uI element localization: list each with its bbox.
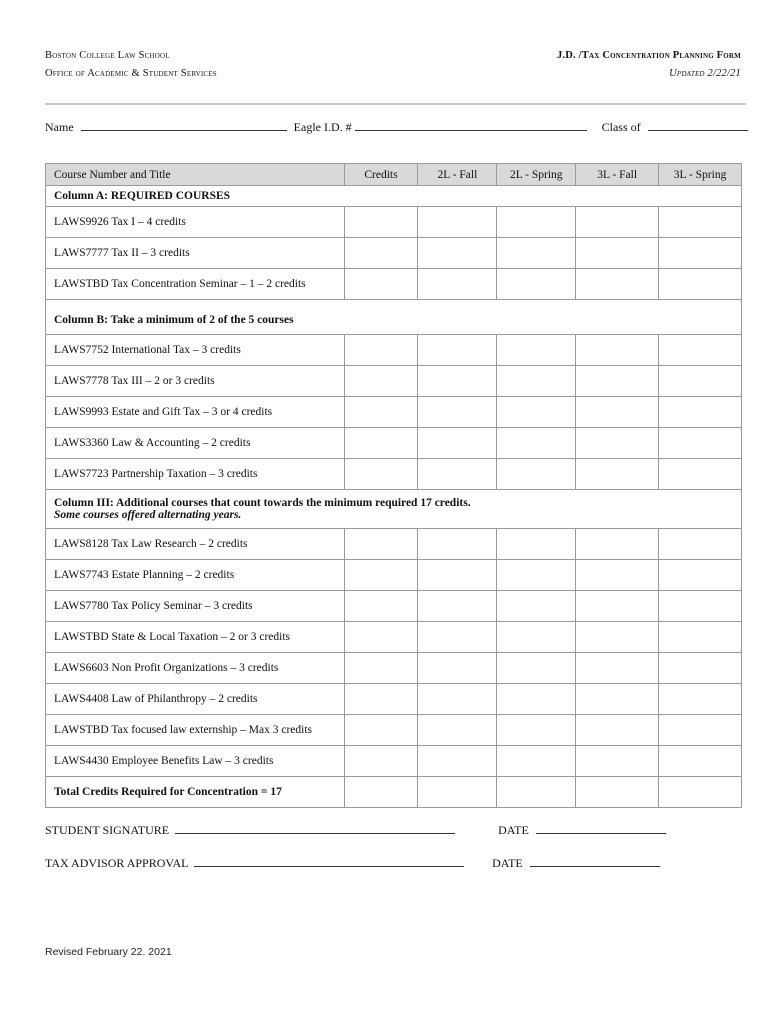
2l-spring-cell[interactable] — [497, 653, 576, 684]
course-name: LAWS7743 Estate Planning – 2 credits — [46, 560, 345, 591]
2l-fall-cell[interactable] — [418, 622, 497, 653]
table-row — [46, 428, 742, 459]
section-c-heading: Column III: Additional courses that count towards the minimum required 17 credits. — [54, 497, 471, 509]
credits-cell[interactable] — [344, 207, 418, 238]
advisor-date-field[interactable] — [530, 856, 660, 867]
2l-spring-cell[interactable] — [497, 529, 576, 560]
school-name: Boston College Law School — [45, 50, 170, 61]
student-date-field[interactable] — [536, 823, 666, 834]
total-row — [46, 777, 742, 808]
form-updated: Updated 2/22/21 — [669, 68, 741, 79]
credits-cell[interactable] — [344, 746, 418, 777]
3l-spring-cell[interactable] — [659, 529, 742, 560]
3l-spring-cell[interactable] — [659, 684, 742, 715]
table-header-row — [46, 164, 742, 186]
office-name: Office of Academic & Student Services — [45, 68, 217, 79]
revision-note: Revised February 22. 2021 — [45, 946, 172, 958]
2l-fall-cell[interactable] — [418, 591, 497, 622]
table-row — [46, 715, 742, 746]
2l-fall-cell[interactable] — [418, 335, 497, 366]
credits-cell[interactable] — [344, 459, 418, 490]
student-date-label: DATE — [498, 823, 529, 837]
3l-spring-cell[interactable] — [659, 715, 742, 746]
2l-spring-cell[interactable] — [497, 560, 576, 591]
course-name: LAWS3360 Law & Accounting – 2 credits — [46, 428, 345, 459]
eagle-id-label: Eagle I.D. # — [293, 120, 352, 134]
3l-spring-cell[interactable] — [659, 428, 742, 459]
table-row — [46, 269, 742, 300]
3l-fall-cell[interactable] — [576, 335, 659, 366]
credits-cell[interactable] — [344, 622, 418, 653]
section-c-title — [46, 490, 742, 529]
2l-spring-cell[interactable] — [497, 397, 576, 428]
2l-fall-cell[interactable] — [418, 653, 497, 684]
table-row — [46, 366, 742, 397]
class-of-label: Class of — [601, 120, 641, 134]
3l-spring-cell[interactable] — [659, 746, 742, 777]
2l-fall-cell[interactable] — [418, 428, 497, 459]
credits-cell[interactable] — [344, 653, 418, 684]
2l-fall-cell[interactable] — [418, 746, 497, 777]
table-row — [46, 335, 742, 366]
advisor-approval-row — [45, 856, 660, 871]
section-row — [46, 490, 742, 529]
2l-fall-cell[interactable] — [418, 397, 497, 428]
course-name: LAWSTBD Tax Concentration Seminar – 1 – 2 credits — [46, 269, 345, 300]
course-name: LAWS9926 Tax I – 4 credits — [46, 207, 345, 238]
header-divider — [45, 103, 746, 105]
table-row — [46, 684, 742, 715]
name-label: Name — [45, 120, 74, 134]
section-b-title: Column B: Take a minimum of 2 of the 5 courses — [46, 300, 742, 335]
credits-cell[interactable] — [344, 591, 418, 622]
student-signature-field[interactable] — [175, 823, 455, 834]
course-name: LAWSTBD Tax focused law externship – Max 3 credits — [46, 715, 345, 746]
2l-spring-cell[interactable] — [497, 746, 576, 777]
school-header — [45, 47, 217, 83]
2l-spring-cell[interactable] — [497, 715, 576, 746]
credits-cell[interactable] — [344, 684, 418, 715]
column-header: 2L - Spring — [497, 164, 576, 186]
2l-fall-cell[interactable] — [418, 560, 497, 591]
2l-spring-cell[interactable] — [497, 622, 576, 653]
3l-spring-cell[interactable] — [659, 397, 742, 428]
column-header: Credits — [344, 164, 418, 186]
2l-spring-cell[interactable] — [497, 335, 576, 366]
table-row — [46, 238, 742, 269]
2l-spring-cell[interactable] — [497, 459, 576, 490]
credits-cell[interactable] — [344, 397, 418, 428]
course-name: LAWS6603 Non Profit Organizations – 3 credits — [46, 653, 345, 684]
3l-fall-cell[interactable] — [576, 269, 659, 300]
2l-fall-cell[interactable] — [418, 777, 497, 808]
3l-fall-cell[interactable] — [576, 459, 659, 490]
3l-fall-cell[interactable] — [576, 397, 659, 428]
section-row — [46, 186, 742, 207]
table-row — [46, 459, 742, 490]
course-name: LAWS4430 Employee Benefits Law – 3 credits — [46, 746, 345, 777]
3l-fall-cell[interactable] — [576, 428, 659, 459]
name-field[interactable] — [81, 120, 287, 131]
course-name: LAWS9993 Estate and Gift Tax – 3 or 4 credits — [46, 397, 345, 428]
3l-spring-cell[interactable] — [659, 238, 742, 269]
2l-fall-cell[interactable] — [418, 207, 497, 238]
3l-fall-cell[interactable] — [576, 207, 659, 238]
3l-fall-cell[interactable] — [576, 653, 659, 684]
course-name: LAWS7778 Tax III – 2 or 3 credits — [46, 366, 345, 397]
3l-fall-cell[interactable] — [576, 622, 659, 653]
section-c-subtitle: Some courses offered alternating years. — [54, 509, 242, 521]
table-row — [46, 746, 742, 777]
3l-spring-cell[interactable] — [659, 335, 742, 366]
3l-spring-cell[interactable] — [659, 366, 742, 397]
course-name: LAWS7777 Tax II – 3 credits — [46, 238, 345, 269]
3l-fall-cell[interactable] — [576, 238, 659, 269]
course-name: LAWS7780 Tax Policy Seminar – 3 credits — [46, 591, 345, 622]
2l-fall-cell[interactable] — [418, 459, 497, 490]
course-name: LAWSTBD State & Local Taxation – 2 or 3 credits — [46, 622, 345, 653]
credits-cell[interactable] — [344, 715, 418, 746]
3l-fall-cell[interactable] — [576, 529, 659, 560]
2l-spring-cell[interactable] — [497, 269, 576, 300]
advisor-date-label: DATE — [492, 856, 523, 870]
table-row — [46, 653, 742, 684]
3l-spring-cell[interactable] — [659, 269, 742, 300]
credits-cell[interactable] — [344, 366, 418, 397]
course-name: LAWS7723 Partnership Taxation – 3 credits — [46, 459, 345, 490]
2l-fall-cell[interactable] — [418, 529, 497, 560]
table-row — [46, 397, 742, 428]
2l-fall-cell[interactable] — [418, 715, 497, 746]
credits-cell[interactable] — [344, 529, 418, 560]
total-credits-label: Total Credits Required for Concentration = 17 — [46, 777, 345, 808]
3l-fall-cell[interactable] — [576, 560, 659, 591]
3l-spring-cell[interactable] — [659, 459, 742, 490]
credits-cell[interactable] — [344, 428, 418, 459]
section-row — [46, 300, 742, 335]
student-signature-label: STUDENT SIGNATURE — [45, 823, 170, 837]
3l-spring-cell[interactable] — [659, 622, 742, 653]
3l-spring-cell[interactable] — [659, 560, 742, 591]
column-header: 3L - Fall — [576, 164, 659, 186]
2l-spring-cell[interactable] — [497, 591, 576, 622]
3l-fall-cell[interactable] — [576, 715, 659, 746]
form-title: J.D. /Tax Concentration Planning Form — [556, 50, 741, 61]
student-signature-row — [45, 823, 666, 838]
2l-spring-cell[interactable] — [497, 428, 576, 459]
course-planning-table — [45, 163, 742, 808]
table-row — [46, 622, 742, 653]
3l-spring-cell[interactable] — [659, 653, 742, 684]
credits-cell[interactable] — [344, 269, 418, 300]
advisor-approval-label: TAX ADVISOR APPROVAL — [45, 856, 189, 870]
credits-cell[interactable] — [344, 335, 418, 366]
student-info-fields — [45, 120, 745, 135]
2l-spring-cell[interactable] — [497, 207, 576, 238]
column-header: 3L - Spring — [659, 164, 742, 186]
section-a-title: Column A: REQUIRED COURSES — [46, 186, 742, 207]
2l-fall-cell[interactable] — [418, 269, 497, 300]
table-row — [46, 560, 742, 591]
column-header: 2L - Fall — [418, 164, 497, 186]
3l-spring-cell[interactable] — [659, 591, 742, 622]
credits-cell[interactable] — [344, 560, 418, 591]
3l-fall-cell[interactable] — [576, 777, 659, 808]
class-of-field[interactable] — [648, 120, 748, 131]
3l-fall-cell[interactable] — [576, 591, 659, 622]
2l-spring-cell[interactable] — [497, 684, 576, 715]
table-row — [46, 207, 742, 238]
2l-fall-cell[interactable] — [418, 366, 497, 397]
course-name: LAWS4408 Law of Philanthropy – 2 credits — [46, 684, 345, 715]
table-row — [46, 591, 742, 622]
2l-spring-cell[interactable] — [497, 238, 576, 269]
2l-fall-cell[interactable] — [418, 238, 497, 269]
3l-fall-cell[interactable] — [576, 746, 659, 777]
table-row — [46, 529, 742, 560]
credits-cell[interactable] — [344, 238, 418, 269]
3l-spring-cell[interactable] — [659, 207, 742, 238]
3l-spring-cell[interactable] — [659, 777, 742, 808]
2l-fall-cell[interactable] — [418, 684, 497, 715]
eagle-id-field[interactable] — [355, 120, 587, 131]
advisor-signature-field[interactable] — [194, 856, 464, 867]
3l-fall-cell[interactable] — [576, 684, 659, 715]
3l-fall-cell[interactable] — [576, 366, 659, 397]
2l-spring-cell[interactable] — [497, 366, 576, 397]
2l-spring-cell[interactable] — [497, 777, 576, 808]
course-name: LAWS7752 International Tax – 3 credits — [46, 335, 345, 366]
form-header — [557, 47, 741, 83]
column-header: Course Number and Title — [46, 164, 345, 186]
credits-cell[interactable] — [344, 777, 418, 808]
course-name: LAWS8128 Tax Law Research – 2 credits — [46, 529, 345, 560]
